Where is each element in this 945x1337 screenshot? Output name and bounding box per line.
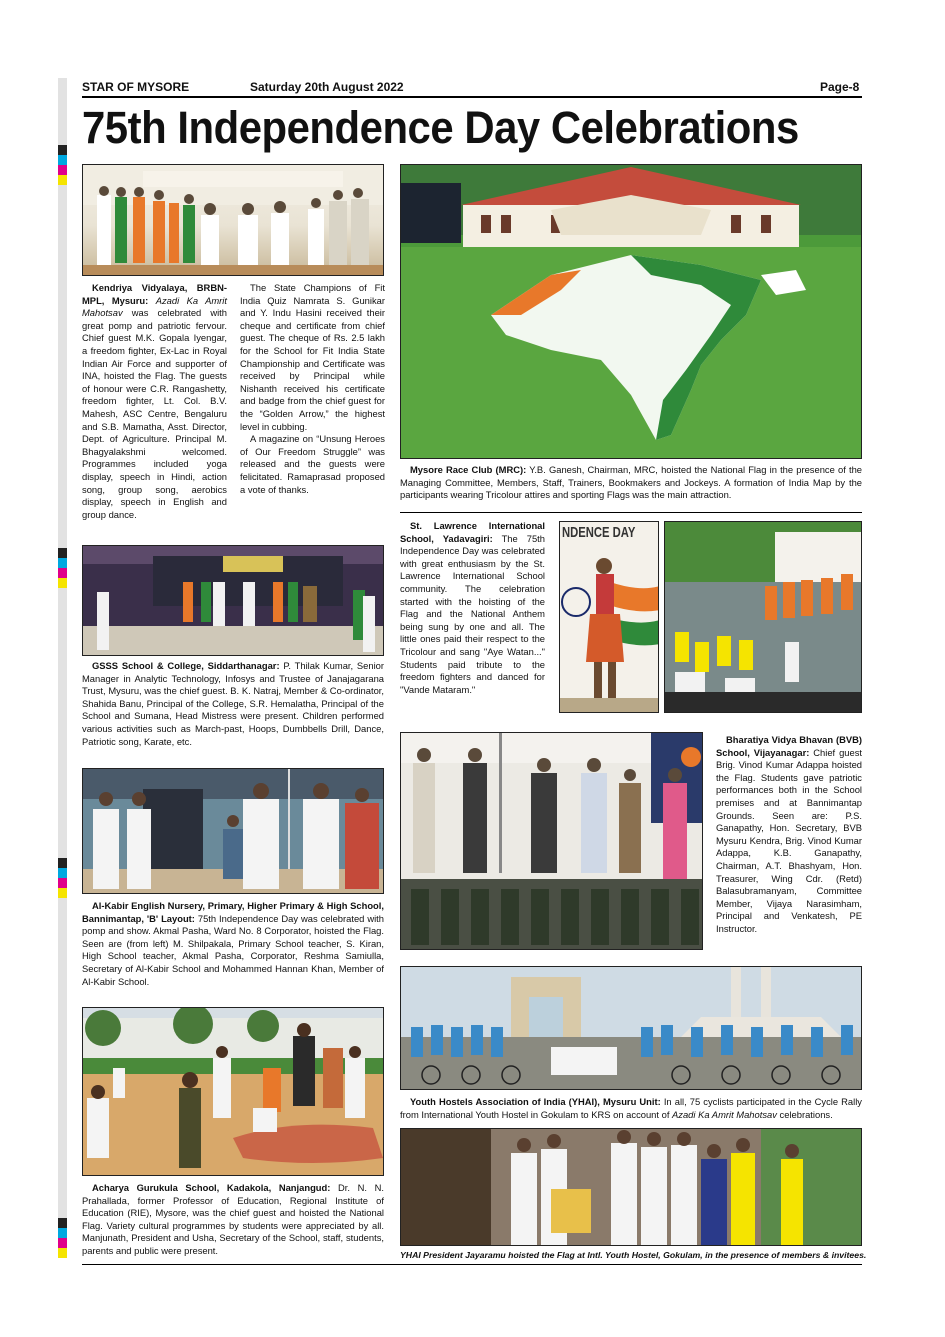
registration-mark (58, 145, 67, 185)
bvb-article-text: Chief guest Brig. Vinod Kumar Adappa hoisted the Flag. Students gave patriotic performances both in the School premises and at Bannimantap Grounds. Seen are: P.S. Ganapathy, Hon. Secretary, BVB Mysuru Kendra, Brig. Vinod Kumar Adappa, K.B. Ganapathy, Chairman, A.T. Bhashyam, Hon. Treasurer, Wing Cdr. (Retd) Balasubramanyam, Committee Member, Vijaya Narasimham, Principal and Venkatesh, PE Instructor. (716, 746, 863, 934)
kv-article-text: was celebrated with great pomp and patriotic fervour. Chief guest M.K. Gopala Iyengar, a freedom fighter, Ex-Lac in Royal Indian Air Force and supporter of INA, hoisted the Flag. The guests of honour were C.R. Rangashetty, freedom fighter, Lt. Col. B.V. Mahesh, ASC Centre, Bengaluru and S.B. Mamatha, Asst. Director, Dept. of Agriculture. Principal M. Bhagyalakshmi welcomed. Programmes included yoga display, speech in Hindi, action song, group song, aerobics display, speech in English and group dance. (82, 307, 227, 520)
registration-mark (58, 548, 67, 588)
gurukula-photo (82, 1007, 384, 1176)
page-number: Page-8 (820, 80, 860, 94)
gsss-photo-art (83, 546, 384, 656)
stl-article-text: The 75th Independence Day was celebrated with great enthusiasm by the St. Lawrence International School community. The celebration started with the hoisting of the Flag and the National Anthem being sung by one and all. The little ones paid their respect to the Tricolour and sang "Aye Watan..." Students paid tribute to the freedom fighters and danced for "Vande Mataram." (400, 532, 545, 695)
gsss-caption-title: GSSS School & College, Siddarthanagar: (92, 660, 280, 671)
yhai-caption-end: celebrations. (776, 1108, 833, 1120)
mrc-caption (400, 464, 862, 502)
gsss-photo (82, 545, 384, 656)
kv-photo (82, 164, 384, 276)
alkabir-photo-art (83, 769, 384, 894)
kv-article-title: Kendriya Vidyalaya, BRBN-MPL, Mysuru: (82, 282, 227, 306)
yhai-caption-text: In all, 75 cyclists participated in the Cycle Rally from International Youth Hostel in Gokulam to KRS on account of (400, 1096, 862, 1120)
yhai-rally-photo (400, 966, 862, 1090)
mrc-photo (400, 164, 862, 459)
yhai-flag-art (401, 1129, 862, 1246)
alkabir-caption (82, 900, 384, 988)
yhai-rally-art (401, 967, 862, 1090)
gurukula-caption-text: Dr. N. N. Prahallada, former Professor of Education, Regional Institute of Education (RIE), Mysore, was the chief guest and hoisted the National Flag. Variety cultural programmes by students were appreciated by all. Manjunath, President and Usha, Secretary of the School, staff, students, parents and public were present. (82, 1182, 384, 1256)
kv-article-col2 (240, 282, 385, 534)
header-rule (82, 96, 862, 98)
yhai-caption-italic: Azadi Ka Amrit Mahotsav (672, 1108, 777, 1120)
stl-dance-art (560, 522, 659, 713)
yhai-caption (400, 1096, 862, 1121)
registration-mark (58, 858, 67, 898)
paper-name: STAR OF MYSORE (82, 80, 190, 94)
gsss-caption-text: P. Thilak Kumar, Senior Manager in Analytic Technology, Infosys and Trustee of Janajagarana Trust, Mysuru, was the chief guest. B. K. Natraj, Member & Co-ordinator, Shahida Banu, Principal of the College, S.R. Hemalatha, Principal of the School and Sumana, Head Mistress were present. Children performed various activities such as March-past, Hoops, Dumbbells Drill, Dance, Patriotic song, Karate, etc. (82, 660, 384, 747)
footer-rule (82, 1264, 862, 1265)
kv-article-italic: Azadi Ka Amrit Mahotsav (82, 294, 227, 319)
bvb-photo-art (401, 733, 703, 950)
stl-banner-text: NDENCE DAY (562, 524, 636, 541)
kv-article-para3: A magazine on “Unsung Heroes of Our Freedom Struggle” was released and the guests were felicitated. Ramaprasad proposed a vote of thanks. (240, 433, 385, 495)
mrc-caption-title: Mysore Race Club (MRC): (410, 464, 527, 475)
gurukula-caption (82, 1182, 384, 1258)
alkabir-caption-text: 75th Independence Day was celebrated with pomp and show. Akmal Pasha, Ward No. 8 Corporator, hoisted the Flag. Seen are (from left) M. Shilpakala, Primary School teacher, S. Kiran, High School teacher, Akmal Pasha, Corporator, Reshma Samiulla, Secretary of Al-Kabir School and Mohammed Hannan Khan, Member of Al-Kabir School. (82, 912, 384, 987)
stl-dance-photo (559, 521, 659, 713)
gurukula-art (83, 1008, 384, 1176)
kv-article-para2: The State Champions of Fit India Quiz Namrata S. Gunikar and Y. Indu Hasini received their cheque and certificate from chief guest. The cheque of Rs. 2.5 lakh for the School for Fit India State Championship and Certificate was received by Principal while Nishanth received his certificate and badge from the chief guest for the “Golden Arrow,” the highest level in cubbing. (240, 282, 385, 432)
alkabir-caption-title: Al-Kabir English Nursery, Primary, Higher Primary & High School, Bannimantap, 'B' Layout: (82, 900, 384, 924)
margin-strip (58, 78, 67, 1248)
mrc-caption-text: Y.B. Ganesh, Chairman, MRC, hoisted the National Flag in the presence of the Managing Committee, Members, Staff, Trainers, Bookmakers and Jockeys. A formation of India Map by the participants wearing Tricolour attires and sporting Flags was the main attraction. (400, 464, 862, 501)
issue-date: Saturday 20th August 2022 (250, 80, 404, 94)
yhai-flag-photo (400, 1128, 862, 1246)
stl-article-title: St. Lawrence International School, Yadavagiri: (400, 520, 545, 544)
bvb-article (716, 734, 862, 936)
stl-students-art (665, 522, 862, 713)
divider (400, 512, 862, 513)
kv-photo-art (83, 165, 384, 276)
gurukula-caption-title: Acharya Gurukula School, Kadakola, Nanjangud: (92, 1182, 331, 1193)
stl-article (400, 520, 545, 696)
mrc-photo-art (401, 165, 862, 459)
bvb-photo (400, 732, 703, 950)
page-headline: 75th Independence Day Celebrations (82, 102, 799, 153)
yhai-caption-title: Youth Hostels Association of India (YHAI), Mysuru Unit: (410, 1096, 661, 1107)
bvb-article-title: Bharatiya Vidya Bhavan (BVB) School, Vijayanagar: (716, 734, 862, 758)
stl-students-photo (664, 521, 862, 713)
registration-mark (58, 1218, 67, 1258)
kv-article-col1 (82, 282, 227, 534)
alkabir-photo (82, 768, 384, 894)
yhai-flag-caption: YHAI President Jayaramu hoisted the Flag at Intl. Youth Hostel, Gokulam, in the presence of members & invitees. (400, 1250, 867, 1260)
gsss-caption (82, 660, 384, 748)
